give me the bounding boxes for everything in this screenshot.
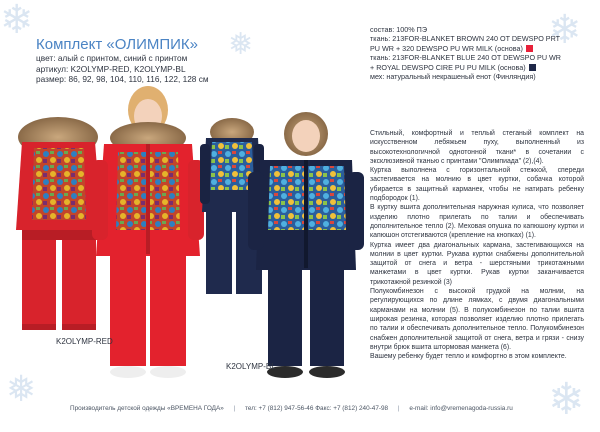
girl-in-red-suit-illustration bbox=[92, 86, 204, 378]
description-paragraph: Куртка имеет два диагональных кармана, застегивающихся на молнии в цвет куртки. Рукава куртки снабжены дополнительной защитой от снега и ветра - шерстяными трикотажными манжетами в цвет куртки. Рукав куртки заканчивается трикотажной резинкой (3) bbox=[370, 241, 584, 286]
footer bbox=[0, 396, 600, 420]
navy-color-swatch bbox=[529, 64, 536, 71]
description-paragraph: Вашему ребенку будет тепло и комфортно в этом комплекте. bbox=[370, 353, 567, 361]
footer-phone: тел: +7 (812) 947-56-46 Факс: +7 (812) 240-47-98 bbox=[245, 405, 389, 412]
footer-email: e-mail: info@vremenagoda-russia.ru bbox=[409, 405, 513, 412]
composition-row: PU WR + 320 DEWSPO PU WR MILK (основа) bbox=[370, 44, 580, 53]
page-title: Комплект «ОЛИМПИК» bbox=[36, 36, 198, 53]
product-photos bbox=[0, 80, 370, 380]
meta-color: цвет: алый с принтом, синий с принтом bbox=[36, 53, 188, 63]
composition-block bbox=[370, 25, 580, 81]
footer-separator: | bbox=[233, 405, 236, 412]
footer-producer: Производитель детской одежды «ВРЕМЕНА ГОДА» bbox=[70, 405, 224, 412]
snowflake-icon: ❅ bbox=[6, 369, 37, 410]
description-paragraph: Куртка выполнена с горизонтальной стежкой, спереди застегивается на молнию в цвет куртки, собачка которой убирается в защитный карманек, чтобы не натирать ребенку подбородок (1). bbox=[370, 167, 584, 203]
description-paragraph: Стильный, комфортный и теплый стеганый комплект на искусственном лебяжьем пуху, выполненный из высокотехнологичной однотонной ткани* в сочетании с эксклюзивной тканью с принтами "Олимпиада" (2),(4). bbox=[370, 130, 584, 165]
red-color-swatch bbox=[526, 45, 533, 52]
composition-row: ткань: 213FOR-BLANKET BLUE 240 OT DEWSPO PU WR bbox=[370, 53, 561, 63]
snowflake-icon: ❄ bbox=[548, 7, 582, 53]
meta-article: артикул: K2OLYMP-RED, K2OLYMP-BL bbox=[36, 63, 186, 74]
composition-row: мех: натуральный некрашеный енот (Финляндия) bbox=[370, 72, 536, 82]
composition-row: + ROYAL DEWSPO CIRE PU PU MILK (основа) bbox=[370, 63, 580, 72]
snowflake-icon: ❄ bbox=[548, 374, 585, 425]
composition-row: ткань: 213FOR-BLANKET BROWN 240 OT DEWSPO PRT bbox=[370, 34, 561, 44]
composition-row: состав: 100% ПЭ bbox=[370, 25, 427, 34]
meta-sizes: размер: 86, 92, 98, 104, 110, 116, 122, 128 см bbox=[36, 74, 209, 84]
description-paragraph: В куртку вшита дополнительная наружная кулиса, что позволяет изделию плотно прилегать по талии и обеспечивать дополнительное тепло (2). Меховая опушка по капюшону куртки и капюшон отстегиваются (крепление на кнопках) (1). bbox=[370, 204, 584, 240]
product-description bbox=[370, 129, 584, 361]
description-paragraph: Полукомбинезон с высокой грудкой на молнии, на регулирующихся по длине лямках, с двумя диагональными карманами на молнии (5). В полукомбинезон по талии вшита широкая резинка, которая позволяет изделию плотно прилегать по талии и обеспечивать дополнительное тепло. Полукомбинезон снабжен дополнительной защитой от снега, ветра и грязи - снизу внутри брюк вшита штормовая манжета (6). bbox=[370, 288, 584, 351]
red-article-label: K2OLYMP-RED bbox=[56, 337, 113, 346]
footer-separator: | bbox=[397, 405, 400, 412]
snowflake-icon: ❄ bbox=[0, 0, 34, 43]
snowflake-icon: ❅ bbox=[228, 27, 254, 62]
boy-in-navy-suit-illustration bbox=[248, 112, 364, 378]
blue-article-label: K2OLYMP-BL bbox=[226, 362, 276, 371]
red-jacket-illustration bbox=[16, 117, 102, 330]
footer-contacts bbox=[70, 405, 513, 412]
